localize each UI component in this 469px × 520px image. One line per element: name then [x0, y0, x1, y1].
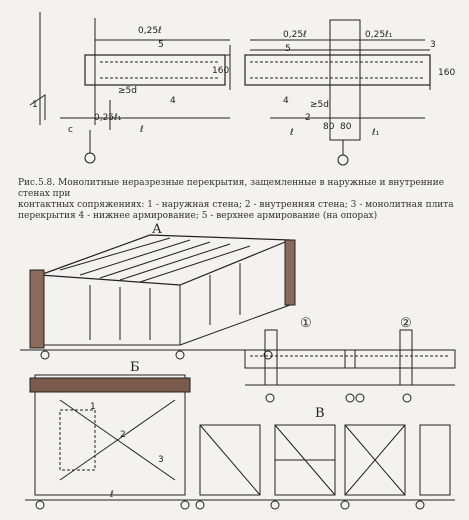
dim-label: 1: [32, 100, 38, 110]
dim-label: 160: [438, 68, 456, 78]
section-label: А: [152, 222, 162, 237]
dim-label: 160: [212, 66, 230, 76]
dim-label: 3: [430, 40, 436, 50]
section-label: Б: [130, 360, 140, 375]
figure-caption: [18, 178, 463, 222]
detail-label: ①: [300, 316, 312, 331]
dim-label: ≥5d: [310, 100, 329, 110]
fig-label: 1: [90, 402, 96, 412]
dim-label: ≥5d: [118, 86, 137, 96]
fig-label: 3: [158, 455, 164, 465]
fig-label: ℓ: [110, 490, 114, 500]
dim-label: ℓ₁: [372, 128, 380, 138]
dim-label: 0,25ℓ₁: [94, 113, 122, 123]
dim-label: 4: [283, 96, 289, 106]
dim-label: 0,25ℓ: [283, 30, 307, 40]
section-label: В: [315, 406, 325, 421]
dim-label: с: [68, 125, 73, 135]
dim-label: 4: [170, 96, 176, 106]
dim-label: 80: [340, 122, 352, 132]
detail-label: ②: [400, 316, 412, 331]
dim-label: 5: [158, 40, 164, 50]
dim-label: 80: [323, 122, 335, 132]
dim-label: ℓ: [290, 128, 294, 138]
dim-label: 0,25ℓ: [138, 26, 162, 36]
dim-label: 5: [285, 44, 291, 54]
dim-label: ℓ: [140, 125, 144, 135]
caption-title: Рис.5.8. Монолитные неразрезные перекрытия, защемленные в наружные и внутренние стенах при: [18, 178, 445, 199]
caption-body: контактных сопряжениях: 1 - наружная стена; 2 - внутренняя стена; 3 - монолитная плита перекрытия 4 - нижнее армирование; 5 - верхнее армирование (на опорах): [18, 200, 454, 221]
fig-label: 2: [120, 430, 126, 440]
dim-label: 2: [305, 113, 311, 123]
dim-label: 0,25ℓ₁: [365, 30, 393, 40]
